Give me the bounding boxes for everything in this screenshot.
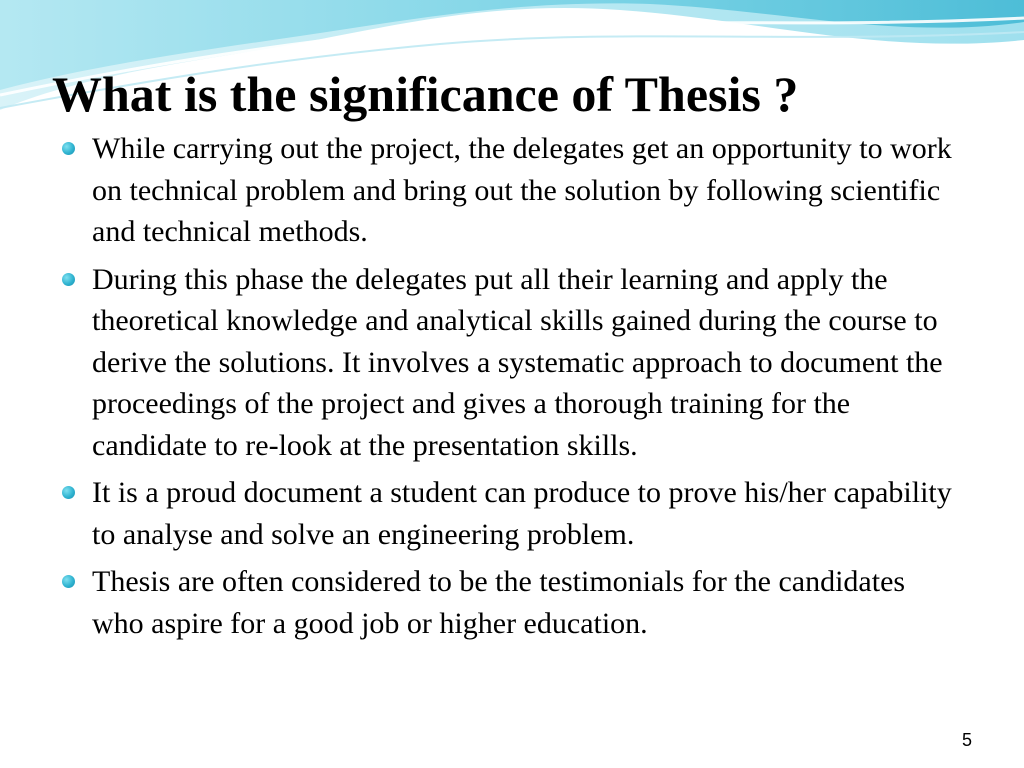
bullet-text: While carrying out the project, the delegates get an opportunity to work on technical problem and bring out the solution by following scientific and technical methods.: [92, 132, 952, 248]
slide-title: What is the significance of Thesis ?: [52, 66, 799, 122]
bullet-item: [62, 472, 962, 555]
bullet-text: Thesis are often considered to be the testimonials for the candidates who aspire for a good job or higher education.: [92, 565, 906, 640]
bullet-item: [62, 561, 962, 644]
page-number: 5: [961, 730, 972, 750]
bullet-dot-icon: [62, 142, 75, 155]
bullet-list: [62, 128, 962, 650]
bullet-item: [62, 128, 962, 253]
bullet-item: [62, 259, 962, 467]
bullet-dot-icon: [62, 575, 75, 588]
bullet-text: During this phase the delegates put all their learning and apply the theoretical knowledge and analytical skills gained during the course to derive the solutions. It involves a systematic approach to document the proceedings of the project and gives a thorough training for the candidate to re-look at the presentation skills.: [92, 262, 943, 462]
bullet-dot-icon: [62, 273, 75, 286]
bullet-text: It is a proud document a student can produce to prove his/her capability to analyse and solve an engineering problem.: [92, 476, 952, 551]
bullet-dot-icon: [62, 486, 75, 499]
